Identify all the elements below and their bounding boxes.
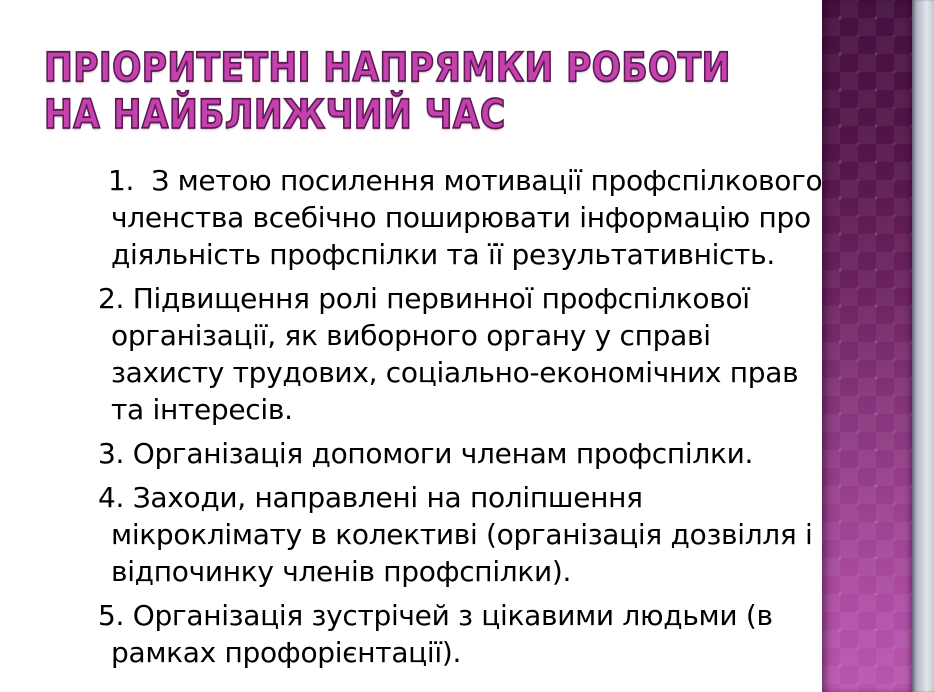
list-item-line: 3. Організація допомоги членам профспілки.	[98, 437, 754, 470]
page-edge-strip	[912, 0, 934, 692]
list-item-line: 4. Заходи, направлені на поліпшення	[98, 481, 643, 514]
list-item-line: захисту трудових, соціально-економічних прав	[111, 356, 799, 389]
list-item-line: рамках профорієнтації).	[111, 636, 462, 669]
list-item-3	[98, 435, 901, 472]
list-item-line: відпочинку членів профспілки).	[111, 555, 572, 588]
list-item-2	[98, 280, 901, 428]
list-item-line: мікроклімату в колективі (організація дозвілля і	[111, 518, 813, 551]
slide-title	[44, 45, 731, 139]
list-item-line: 2. Підвищення ролі первинної профспілкової	[98, 282, 750, 315]
list-item-line: 5. Організація зустрічей з цікавими людьми (в	[98, 599, 773, 632]
list-item-line: організації, як виборного органу у справі	[111, 319, 711, 352]
list-item-line: діяльність профспілки та її результативність.	[111, 238, 775, 271]
list-item-line: членства всебічно поширювати інформацію про	[111, 201, 811, 234]
slide-body-list	[98, 162, 901, 678]
list-item-4	[98, 479, 901, 590]
slide-title-line2: НА НАЙБЛИЖЧИЙ ЧАС	[44, 92, 506, 138]
slide-title-line1: ПРІОРИТЕТНІ НАПРЯМКИ РОБОТИ	[44, 45, 731, 91]
list-item-line: та інтересів.	[111, 393, 293, 426]
list-item-line: 1. З метою посилення мотивації профспілкового	[108, 164, 823, 197]
list-item-1	[108, 162, 901, 273]
list-item-5	[98, 597, 901, 671]
